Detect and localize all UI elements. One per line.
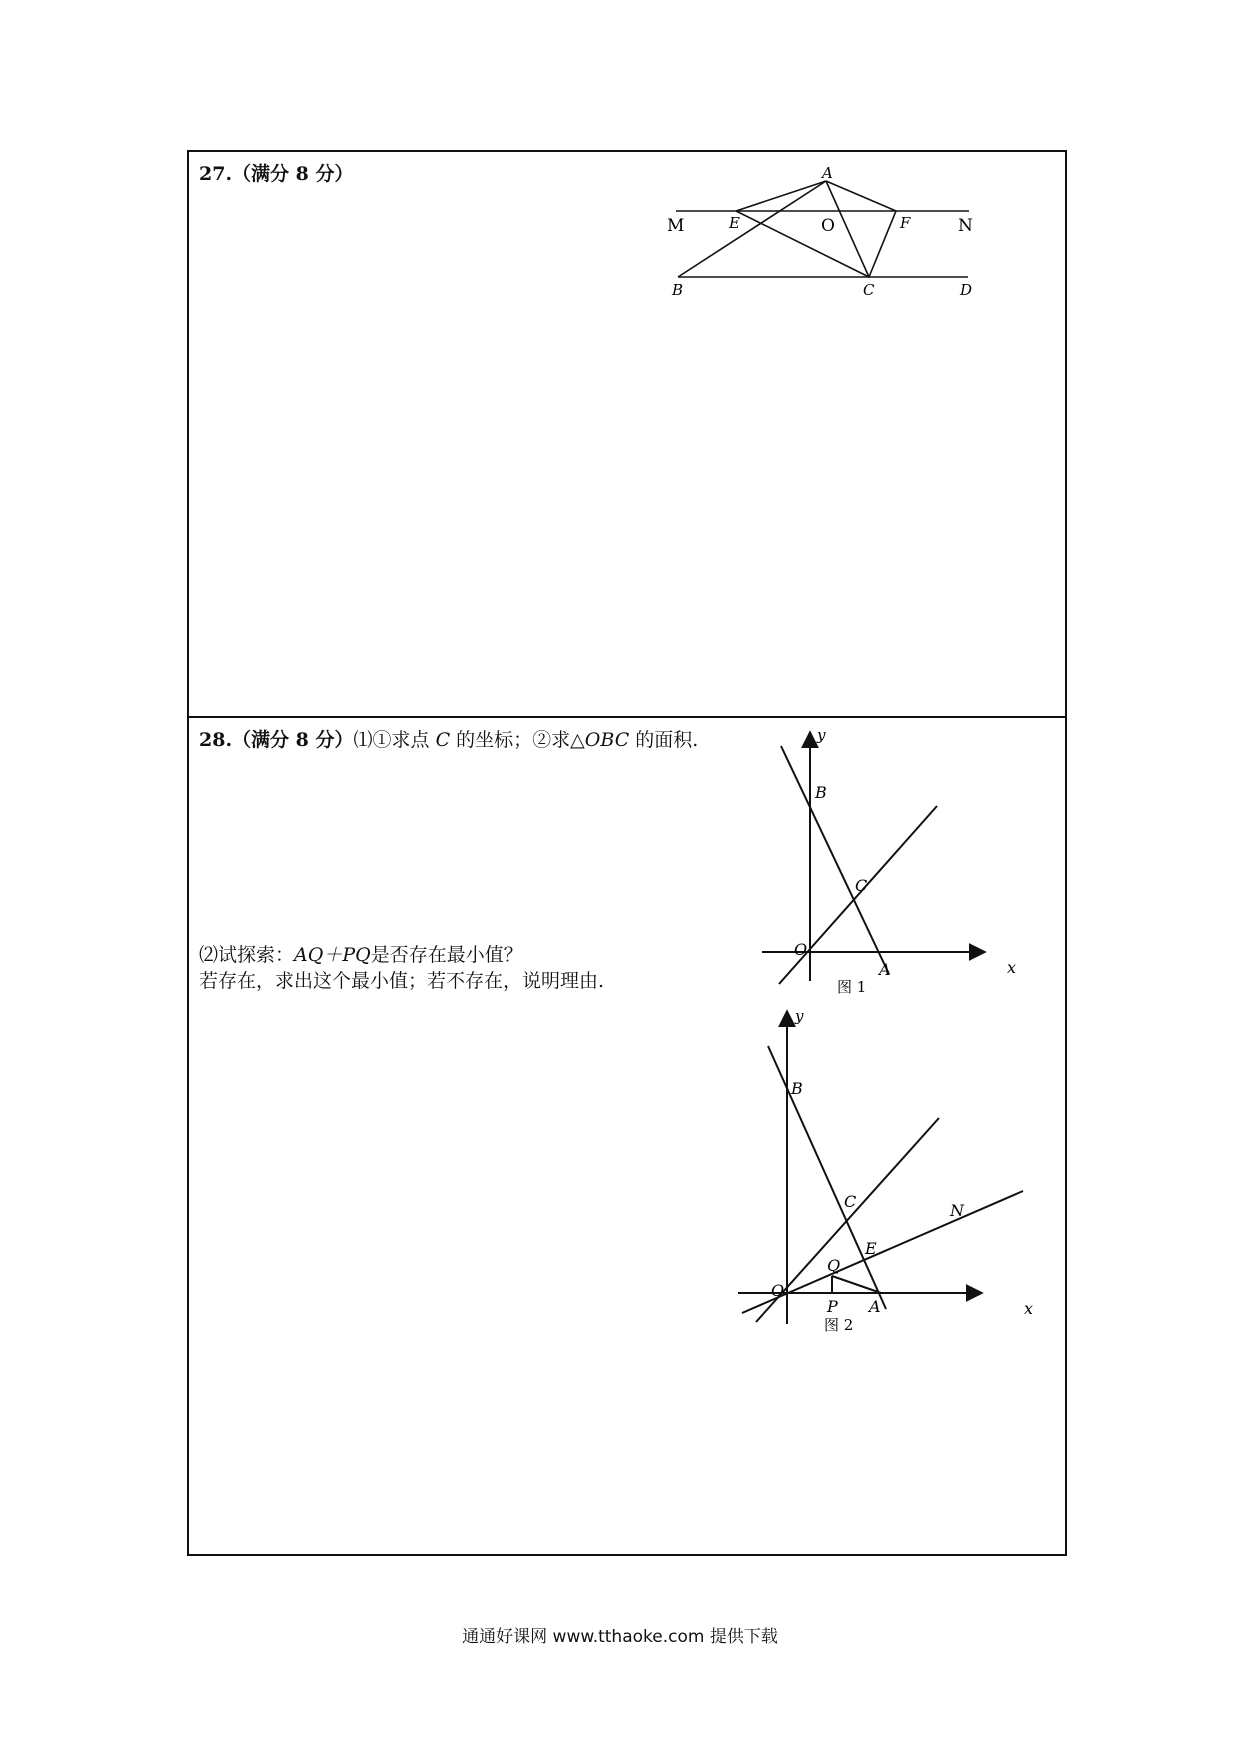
label-e: E [729, 214, 740, 232]
fig2-label-o: O [771, 1281, 785, 1300]
question-28-title: 28.（满分 8 分） [199, 729, 354, 751]
part1-text: ⑴①求点 C 的坐标；②求△OBC 的面积. [353, 729, 699, 751]
figure-27 [664, 166, 1014, 306]
question-28-header [199, 725, 698, 752]
fig2-label-c: C [844, 1192, 857, 1211]
part2-line1: ⑵试探索：AQ＋PQ是否存在最小值？ [199, 944, 523, 966]
fig1-label-y: y [817, 726, 826, 744]
answer-sheet [187, 150, 1067, 1556]
fig2-label-a: A [869, 1297, 881, 1316]
part2-line2: 若存在，求出这个最小值；若不存在，说明理由. [199, 970, 605, 992]
fig2-caption: 图 2 [824, 1316, 854, 1334]
segment-ae [736, 181, 826, 211]
page-footer: 通通好课网 www.tthaoke.com 提供下载 [462, 1627, 778, 1647]
label-f: F [900, 214, 911, 232]
label-o: O [821, 216, 835, 236]
fig1-label-x: x [1007, 958, 1017, 977]
question-27-box [189, 152, 1065, 718]
question-28-box [189, 718, 1065, 1556]
fig2-label-q: Q [827, 1256, 841, 1275]
fig1-caption: 图 1 [837, 978, 867, 996]
label-n: N [958, 216, 973, 236]
segment-ec [736, 211, 869, 277]
label-b: B [672, 281, 684, 299]
part1-point: C [435, 729, 451, 751]
segment-ab [678, 181, 826, 277]
fig2-segment-qa [832, 1276, 881, 1293]
fig1-label-o: O [794, 940, 808, 959]
fig2-label-x: x [1024, 1299, 1034, 1318]
figure-1 [759, 726, 1079, 1016]
fig1-label-c: C [855, 876, 868, 895]
fig1-label-b: B [815, 783, 827, 802]
part1-triangle: OBC [584, 729, 630, 751]
fig2-label-p: P [827, 1297, 838, 1316]
label-c: C [863, 281, 875, 299]
segment-af [826, 181, 896, 211]
fig2-label-y: y [795, 1007, 804, 1025]
figure-2 [734, 996, 1084, 1334]
question-27-header: 27.（满分 8 分） [199, 163, 354, 185]
part2-expr: AQ＋PQ [294, 944, 371, 966]
label-m: M [667, 216, 685, 236]
segment-fc [869, 211, 896, 277]
fig2-label-b: B [791, 1079, 803, 1098]
fig1-label-a: A [879, 960, 891, 979]
fig2-label-n: N [950, 1201, 964, 1220]
fig2-label-e: E [865, 1239, 877, 1258]
fig2-line-on [742, 1191, 1023, 1313]
label-a: A [822, 164, 833, 182]
label-d: D [960, 281, 973, 299]
